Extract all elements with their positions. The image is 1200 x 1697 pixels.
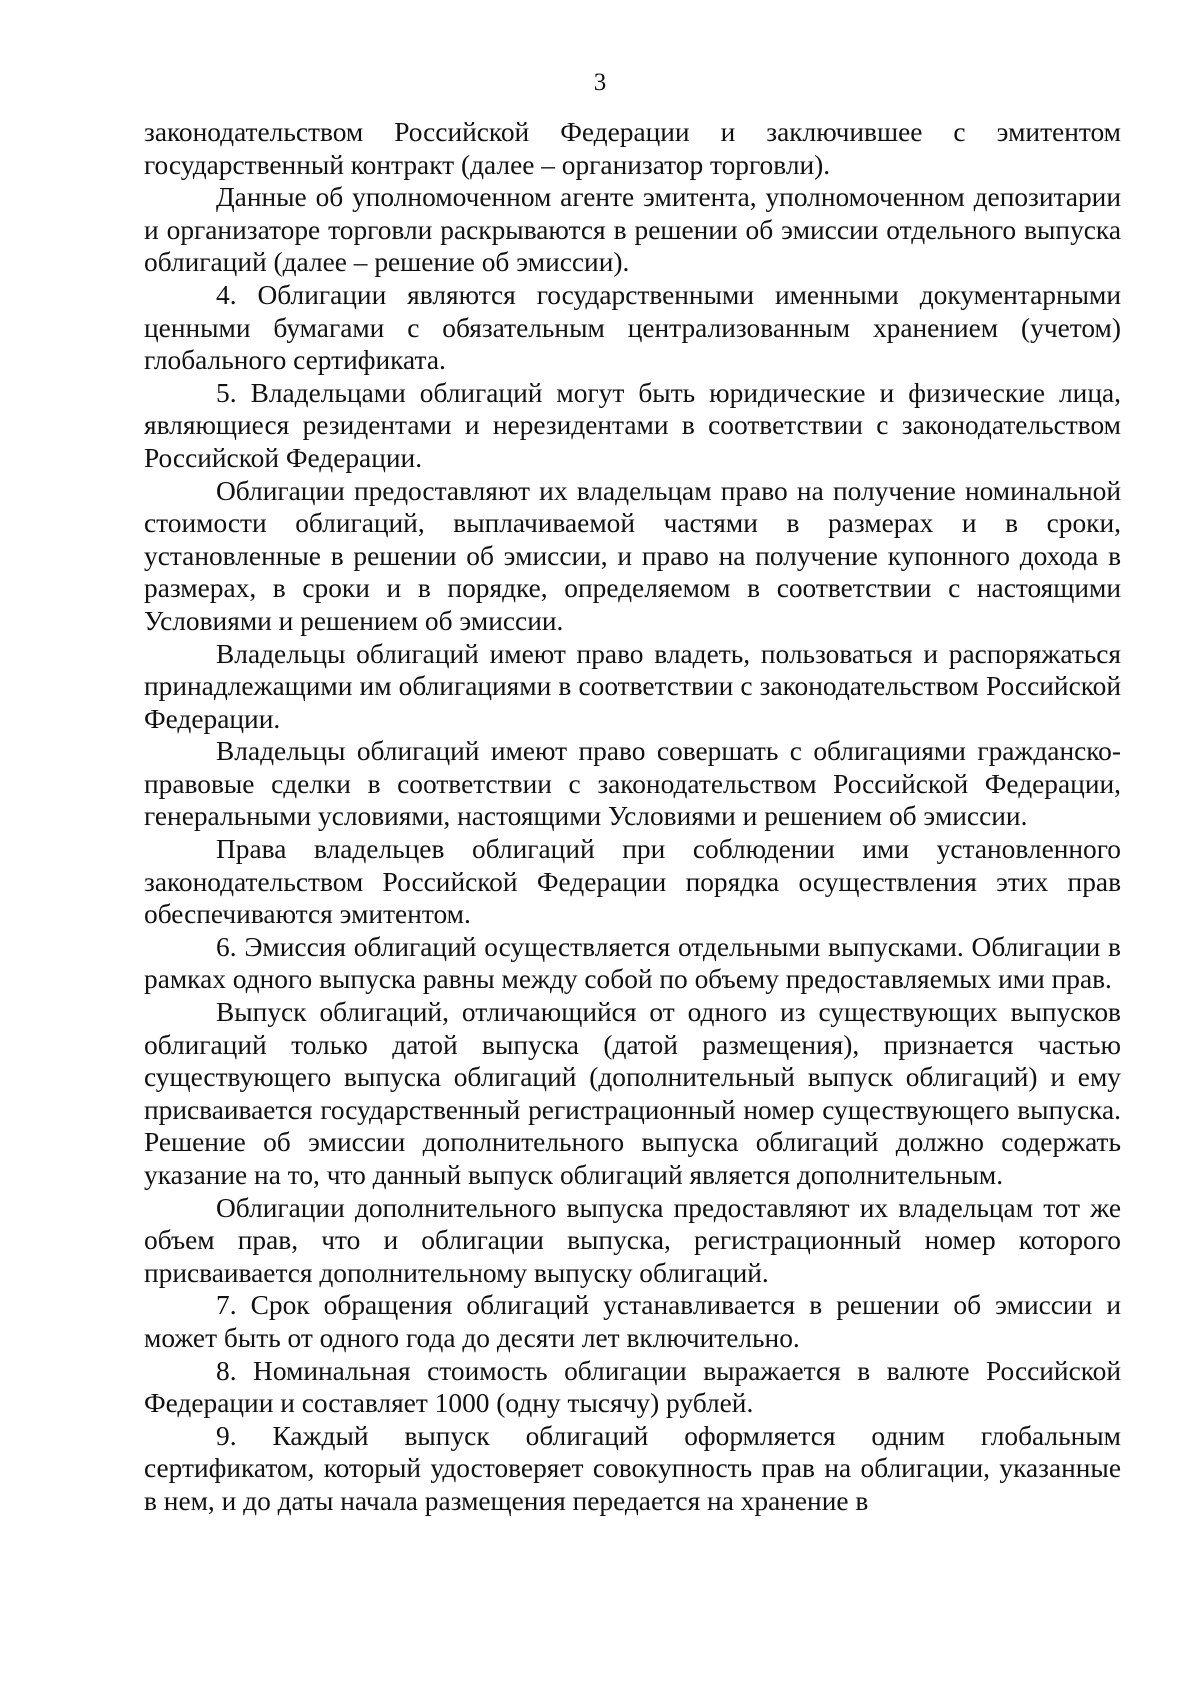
paragraph-clause-4: 4. Облигации являются государственными именными документарными ценными бумагами с обязательным централизованным хранением (учетом) глобального сертификата. [144,279,1121,376]
paragraph-clause-6: 6. Эмиссия облигаций осуществляется отдельными выпусками. Облигации в рамках одного выпуска равны между собой по объему предоставляемых ими прав. [144,931,1121,995]
paragraph-additional-issue-rights: Облигации дополнительного выпуска предоставляют их владельцам тот же объем прав, что и облигации выпуска, регистрационный номер которого присваивается дополнительному выпуску облигаций. [144,1192,1121,1288]
paragraph-additional-issue: Выпуск облигаций, отличающийся от одного из существующих выпусков облигаций только датой выпуска (датой размещения), признается частью существующего выпуска облигаций (дополнительный выпуск облигаций) и ему присваивается государственный регистрационный номер существующего выпуска. Решение об эмиссии дополнительного выпуска облигаций должно содержать указание на то, что данный выпуск облигаций является дополнительным. [144,997,1121,1190]
paragraph-clause-8: 8. Номинальная стоимость облигации выражается в валюте Российской Федерации и составляет 1000 (одну тысячу) рублей. [144,1355,1121,1419]
paragraph-holder-rights-transactions: Владельцы облигаций имеют право совершать с облигациями гражданско-правовые сделки в соответствии с законодательством Российской Федерации, генеральными условиями, настоящими Условиями и решением об эмиссии. [144,736,1121,832]
paragraph-holder-rights-ensured: Права владельцев облигаций при соблюдении ими установленного законодательством Российской Федерации порядка осуществления этих прав обеспечиваются эмитентом. [144,834,1121,930]
paragraph-disclosure-of-agents: Данные об уполномоченном агенте эмитента, уполномоченном депозитарии и организаторе торговли раскрываются в решении об эмиссии отдельного выпуска облигаций (далее – решение об эмиссии). [144,182,1121,278]
paragraph-clause-7: 7. Срок обращения облигаций устанавливается в решении об эмиссии и может быть от одного года до десяти лет включительно. [144,1290,1121,1353]
paragraph-clause-5: 5. Владельцами облигаций могут быть юридические и физические лица, являющиеся резидентами и нерезидентами в соответствии с законодательством Российской Федерации. [144,377,1121,473]
document-body [144,116,1121,1518]
paragraph-holder-rights-nominal: Облигации предоставляют их владельцам право на получение номинальной стоимости облигаций, выплачиваемой частями в размерах и в сроки, установленные в решении об эмиссии, и право на получение купонного дохода в размерах, в сроки и в порядке, определяемом в соответствии с настоящими Условиями и решением об эмиссии. [144,475,1121,636]
page-number: 3 [593,69,607,96]
paragraph-holder-rights-ownership: Владельцы облигаций имеют право владеть, пользоваться и распоряжаться принадлежащими им облигациями в соответствии с законодательством Российской Федерации. [144,638,1121,734]
paragraph-organizer-definition-continued: законодательством Российской Федерации и заключившее с эмитентом государственный контракт (далее – организатор торговли). [144,117,1121,180]
paragraph-clause-9: 9. Каждый выпуск облигаций оформляется одним глобальным сертификатом, который удостоверяет совокупность прав на облигации, указанные в нем, и до даты начала размещения передается на хранение в [144,1420,1121,1516]
